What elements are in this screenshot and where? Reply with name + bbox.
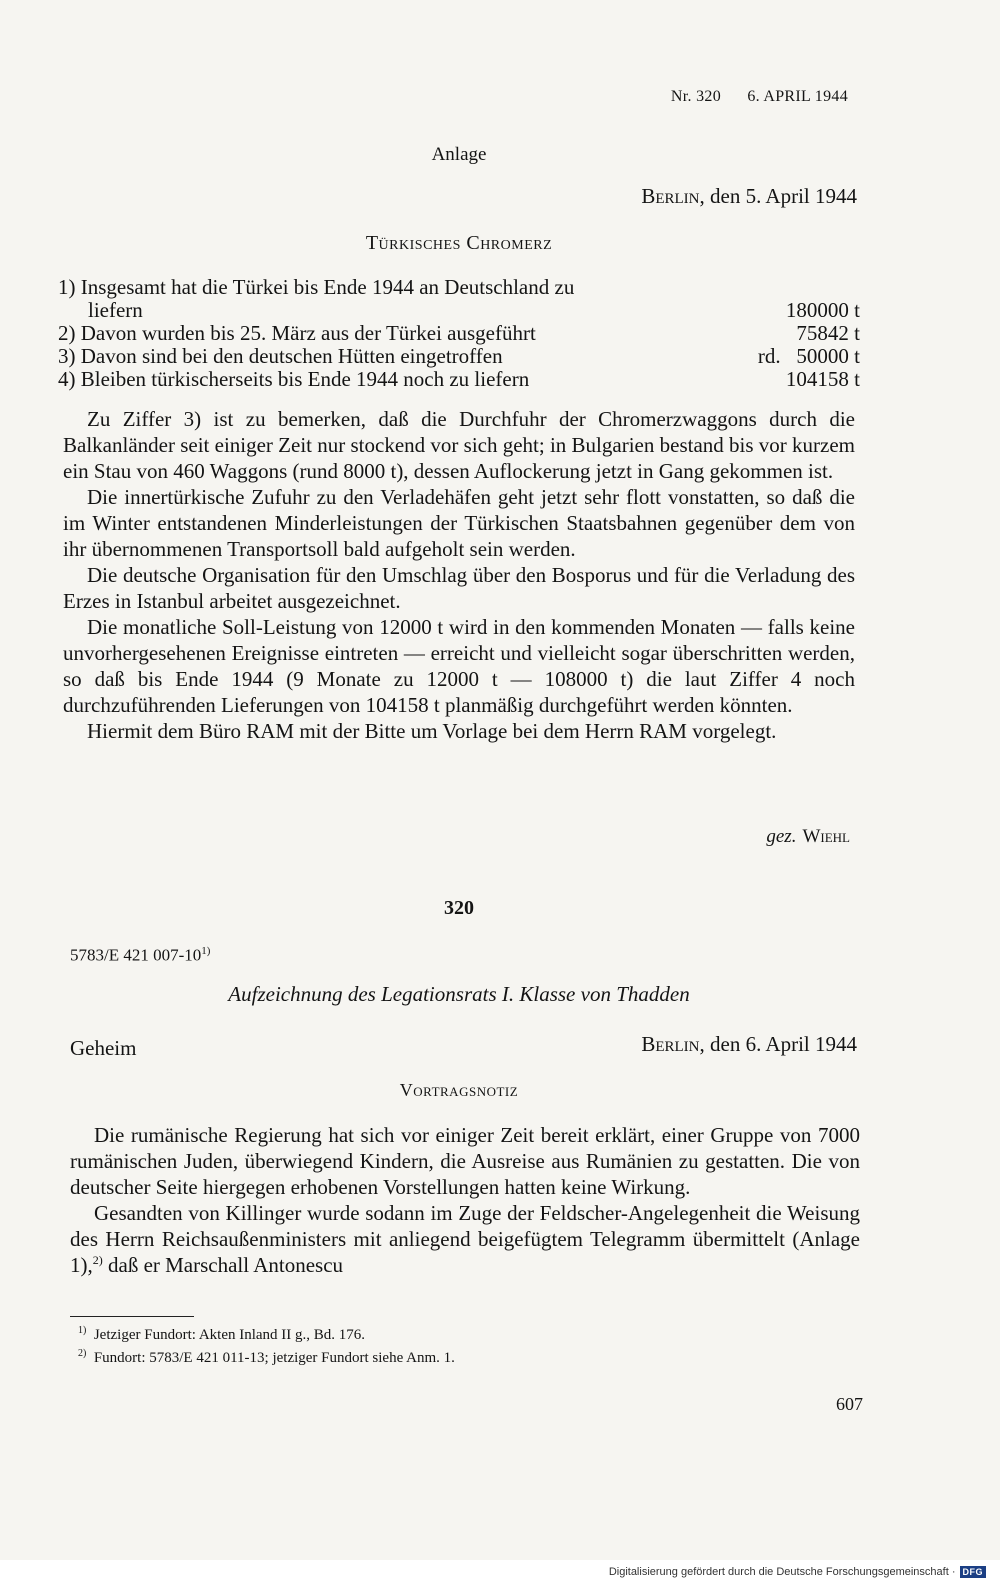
annex-title: Türkisches Chromerz	[365, 232, 553, 254]
footnote	[78, 1348, 455, 1367]
signature-prefix: gez.	[766, 826, 797, 847]
document-number: 320	[444, 897, 474, 919]
document-date: , den 6. April 1944	[699, 1032, 857, 1056]
footnote-mark: 1)	[78, 1325, 87, 1336]
paragraph: Die innertürkische Zufuhr zu den Verladehäfen geht jetzt sehr flott vonstatten, so daß die im Winter entstandenen Minderleistungen der Türkischen Staatsbahnen gegenüber dem von ihr übernommenen Transportsoll bald aufgeholt sein werden.	[63, 485, 855, 561]
document-place: Berlin	[641, 1032, 700, 1056]
file-reference	[70, 945, 210, 966]
running-head-date: 6. APRIL 1944	[747, 88, 848, 105]
figure-label: 3) Davon sind bei den deutschen Hütten eingetroffen	[58, 344, 503, 368]
figure-value: 180000 t	[785, 298, 860, 322]
figure-row	[58, 276, 860, 299]
document-body	[70, 1122, 860, 1278]
figure-row	[58, 368, 860, 391]
document-subtitle: Vortragsnotiz	[399, 1080, 519, 1100]
paragraph: Zu Ziffer 3) ist zu bemerken, daß die Durchfuhr der Chromerzwaggons durch die Balkanländer seit einiger Zeit nur stockend vor sich geht; in Bulgarien bestand bis vor kurzem ein Stau von 460 Waggons (rund 8000 t), dessen Auflockerung jetzt in Gang gekommen ist.	[63, 407, 855, 483]
footnote-marker: 2)	[92, 1253, 103, 1267]
figure-label: 4) Bleiben türkischerseits bis Ende 1944 noch zu liefern	[58, 367, 530, 391]
page-number: 607	[836, 1394, 863, 1414]
signature-name: Wiehl	[802, 826, 850, 847]
running-head-doc-number: Nr. 320	[670, 88, 722, 105]
figure-row	[58, 299, 860, 322]
paragraph: Die deutsche Organisation für den Umschlag über den Bosporus und für die Verladung des Erzes in Istanbul arbeitet ausgezeichnet.	[63, 563, 855, 613]
annex-signature	[766, 826, 850, 848]
footnote	[78, 1325, 365, 1344]
chrome-ore-figures	[58, 276, 860, 391]
annex-place: Berlin	[641, 184, 700, 208]
footnote-marker: 1)	[201, 945, 211, 957]
footnote-divider	[70, 1316, 194, 1317]
figure-label: 2) Davon wurden bis 25. März aus der Türkei ausgeführt	[58, 321, 536, 345]
paragraph-text: daß er Marschall Antonescu	[102, 1253, 344, 1277]
classification: Geheim	[70, 1036, 137, 1060]
footnote-text: Jetziger Fundort: Akten Inland II g., Bd. 176.	[93, 1327, 366, 1343]
paragraph-text: Gesandten von Killinger wurde sodann im Zuge der Feldscher-Angelegenheit die Weisung des Herrn Reichsaußenministers mit anliegend beigefügtem Telegramm übermittelt (Anlage 1),	[70, 1201, 860, 1277]
figure-value: 75842 t	[796, 321, 860, 345]
annex-date: , den 5. April 1944	[699, 184, 857, 208]
paragraph: Hiermit dem Büro RAM mit der Bitte um Vorlage bei dem Herrn RAM vorgelegt.	[87, 719, 777, 743]
digitization-credit	[609, 1566, 986, 1578]
figure-row	[58, 322, 860, 345]
running-head	[671, 88, 848, 106]
footnote-mark: 2)	[78, 1348, 87, 1359]
paragraph: Die monatliche Soll-Leistung von 12000 t wird in den kommenden Monaten — falls keine unvorhergesehenen Ereignisse eintreten — erreicht und vielleicht sogar überschritten werden, so daß bis Ende 1944 (9 Monate zu 12000 t — 108000 t) die laut Ziffer 4 noch durchzuführenden Lieferungen von 104158 t planmäßig durchgeführt werden könnten.	[63, 615, 855, 717]
figure-row	[58, 345, 860, 368]
document-title: Aufzeichnung des Legationsrats I. Klasse von Thadden	[228, 982, 690, 1006]
dfg-logo-icon: DFG	[960, 1566, 987, 1578]
annex-body	[63, 406, 855, 744]
footnote-text: Fundort: 5783/E 421 011-13; jetziger Fundort siehe Anm. 1.	[93, 1350, 455, 1366]
figure-label-continuation: liefern	[88, 298, 143, 322]
annex-label: Anlage	[431, 144, 487, 165]
document-place-date	[641, 1032, 857, 1057]
annex-place-date	[641, 184, 857, 209]
figure-value: 104158 t	[785, 367, 860, 391]
file-reference-text: 5783/E 421 007-10	[70, 945, 202, 965]
figure-value: rd. 50000 t	[757, 344, 860, 368]
credit-text: Digitalisierung gefördert durch die Deutsche Forschungsgemeinschaft ·	[608, 1566, 956, 1578]
paragraph: Die rumänische Regierung hat sich vor einiger Zeit bereit erklärt, einer Gruppe von 7000 rumänischen Juden, überwiegend Kindern, die Ausreise aus Rumänien zu gestatten. Die von deutscher Seite hiergegen erhobenen Vorstellungen hatten keine Wirkung.	[70, 1123, 860, 1199]
paragraph	[70, 1200, 860, 1278]
figure-label: 1) Insgesamt hat die Türkei bis Ende 1944 an Deutschland zu	[58, 275, 575, 299]
